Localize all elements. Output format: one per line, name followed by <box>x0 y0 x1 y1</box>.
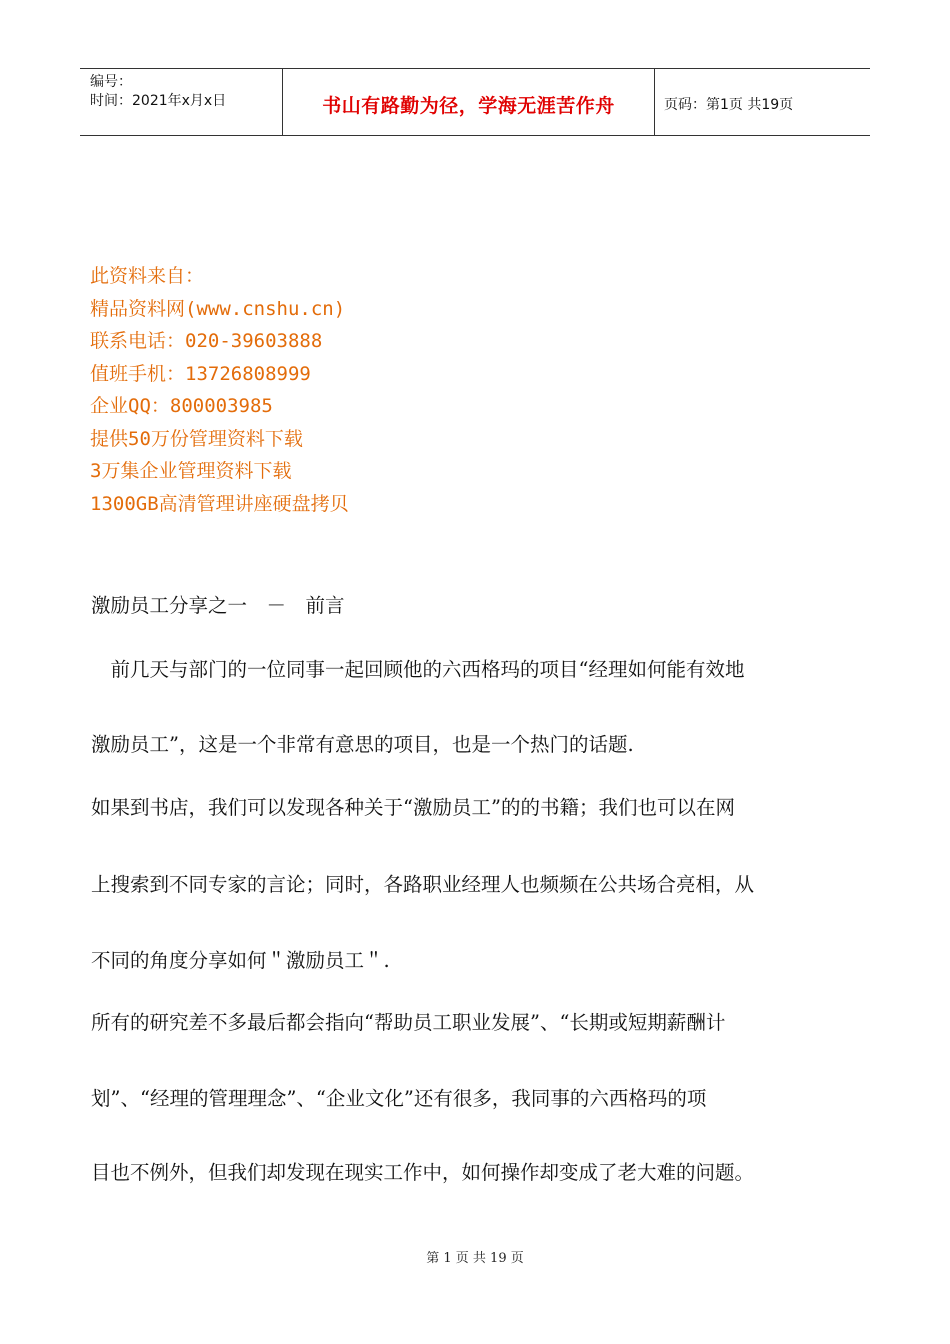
header-page-info: 页码：第1页 共19页 <box>664 97 794 113</box>
source-info-line: 联系电话：020-39603888 <box>90 330 323 352</box>
source-info-line: 提供50万份管理资料下载 <box>90 427 303 450</box>
page-footer: 第 1 页 共 19 页 <box>426 1251 524 1266</box>
article-line: 激励员工”，这是一个非常有意思的项目，也是一个热门的话题. <box>91 733 634 756</box>
article-line: 目也不例外，但我们却发现在现实工作中，如何操作却变成了老大难的问题。 <box>91 1161 755 1184</box>
page-header <box>80 68 870 136</box>
article-line: 上搜索到不同专家的言论；同时，各路职业经理人也频频在公共场合亮相，从 <box>91 873 755 896</box>
source-info-block <box>90 260 349 520</box>
header-motto: 书山有路勤为径，学海无涯苦作舟 <box>322 95 615 117</box>
source-info-line: 1300GB高清管理讲座硬盘拷贝 <box>90 492 349 515</box>
source-info-line: 企业QQ：800003985 <box>90 395 273 417</box>
source-info-line: 3万集企业管理资料下载 <box>90 460 292 482</box>
article-line: 不同的角度分享如何＂激励员工＂. <box>91 949 390 972</box>
article-title: 激励员工分享之一 － 前言 <box>91 594 345 617</box>
source-info-line: 值班手机：13726808999 <box>90 362 311 385</box>
article-line: 前几天与部门的一位同事一起回顾他的六西格玛的项目“经理如何能有效地 <box>91 658 745 681</box>
number-label: 编号： <box>90 74 132 90</box>
source-info-line: 精品资料网(www.cnshu.cn) <box>90 297 346 320</box>
header-meta <box>90 73 226 111</box>
article-line: 划”、“经理的管理理念”、“企业文化”还有很多，我同事的六西格玛的项 <box>91 1087 707 1110</box>
header-divider <box>654 69 655 135</box>
time-label: 时间：2021年x月x日 <box>90 93 227 109</box>
article-line: 如果到书店，我们可以发现各种关于“激励员工”的的书籍；我们也可以在网 <box>91 796 735 819</box>
source-info-line: 此资料来自： <box>90 265 205 287</box>
article-line: 所有的研究差不多最后都会指向“帮助员工职业发展”、“长期或短期薪酬计 <box>91 1011 726 1034</box>
